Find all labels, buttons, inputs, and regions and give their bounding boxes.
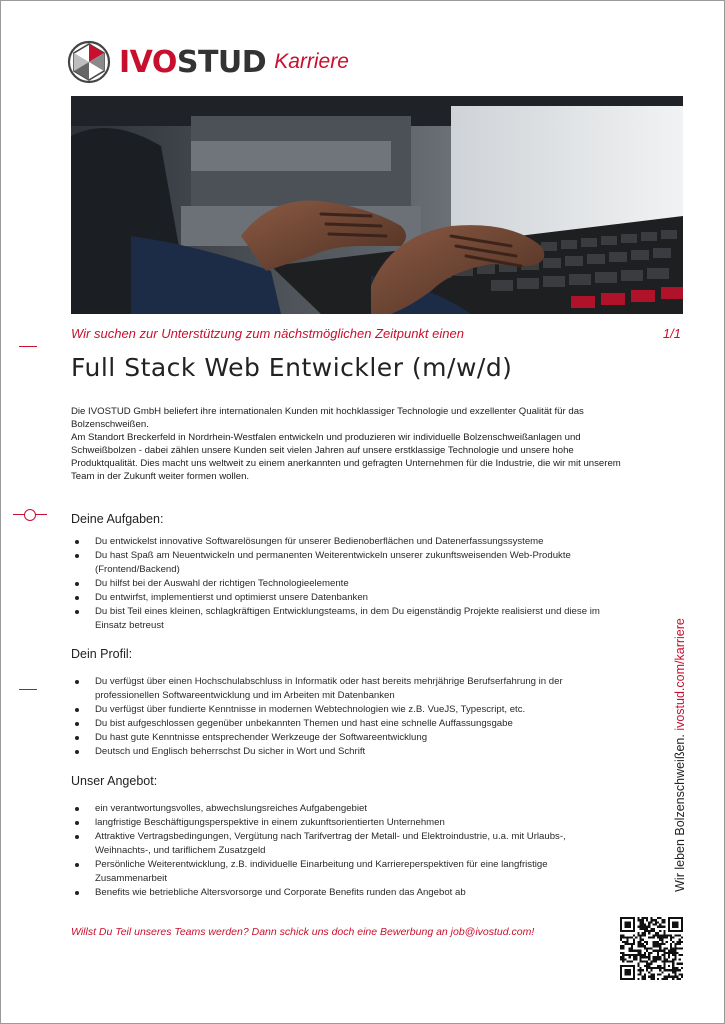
brand-name-rest: STUD [176,44,267,80]
hero-image [71,96,683,314]
fold-mark-top [19,346,37,347]
list-item: Deutsch und Englisch beherrschst Du sicher in Wort und Schrift [71,745,616,759]
ivostud-logo [67,39,349,85]
side-slogan [670,601,690,909]
job-title: Full Stack Web Entwickler (m/w/d) [71,353,513,382]
keyboard-hands-photo [71,96,683,314]
aufgaben-list [71,535,616,633]
profil-list [71,675,616,759]
list-item: Persönliche Weiterentwicklung, z.B. individuelle Einarbeitung und Karriereperspektiven für eine langfristige Zusammenarbeit [71,858,616,886]
list-item: Du bist Teil eines kleinen, schlagkräftigen Entwicklungsteams, in dem Du eigenständig Projekte realisierst und diese im Einsatz betreust [71,605,616,633]
list-item: Du bist aufgeschlossen gegenüber unbekannten Themen und hast eine schnelle Auffassungsgabe [71,717,616,731]
list-item: Du entwickelst innovative Softwarelösungen für unserer Bedienoberflächen und Datenerfassungssysteme [71,535,616,549]
list-item: Du verfügst über fundierte Kenntnisse in modernen Webtechnologien wie z.B. VueJS, Typescript, etc. [71,703,616,717]
list-item: Du entwirfst, implementierst und optimierst unsere Datenbanken [71,591,616,605]
slogan-text: Wir leben Bolzenschweißen. [673,734,687,892]
fold-mark-bottom [19,689,37,690]
call-to-action: Willst Du Teil unseres Teams werden? Dann schick uns doch eine Bewerbung an job@ivostud.com! [71,926,535,938]
list-item: Benefits wie betriebliche Altersvorsorge und Corporate Benefits runden das Angebot ab [71,886,616,900]
list-item: Du hast gute Kenntnisse entsprechender Werkzeuge der Softwareentwicklung [71,731,616,745]
section-title-angebot: Unser Angebot: [71,774,158,788]
list-item: Du hast Spaß am Neuentwickeln und permanenten Weiterentwickeln unserer zukunftsweisenden Web-Produkte (Frontend/Backend) [71,549,616,577]
list-item: Du verfügst über einen Hochschulabschluss in Informatik oder hast bereits mehrjährige Berufserfahrung in der professionellen Softwareentwicklung und im Arbeiten mit Datenbanken [71,675,616,703]
angebot-list [71,802,616,900]
ivostud-logo-icon [67,40,111,84]
section-title-profil: Dein Profil: [71,647,133,661]
brand-name-accent: IVO [119,44,177,80]
company-description [71,405,621,483]
brand-tagline: Karriere [274,50,349,73]
page-number: 1/1 [662,326,681,341]
career-url-link[interactable]: ivostud.com/karriere [673,618,687,731]
list-item: langfristige Beschäftigungsperspektive in einem zukunftsorientierten Unternehmen [71,816,616,830]
intro-line: Wir suchen zur Unterstützung zum nächstmöglichen Zeitpunkt einen [71,326,464,341]
list-item: ein verantwortungsvolles, abwechslungsreiches Aufgabengebiet [71,802,616,816]
punch-mark [13,509,47,521]
list-item: Attraktive Vertragsbedingungen, Vergütung nach Tarifvertrag der Metall- und Elektroindustrie, u.a. mit Urlaubs-, Weihnachts-, und tariflichem Zusatzgeld [71,830,616,858]
brand-name [119,45,266,80]
company-paragraph: Die IVOSTUD GmbH beliefert ihre internationalen Kunden mit hochklassiger Technologie und exzellenter Qualität für das Bolzenschweißen. [71,406,584,430]
company-paragraph: Am Standort Breckerfeld in Nordrhein-Westfalen entwickeln und produzieren wir individuelle Bolzenschweißanlagen und Schweißbolzen - dabei zählen unsere Kunden seit vielen Jahren auf unsere erstklassige Technologie und unsere hohe Produktqualität. Dies macht uns weltweit zu einem anerkannten und gefragten Unternehmen für die Industrie, die wir mit unserem Team in der Zukunft weiter formen wollen. [71,432,621,482]
list-item: Du hilfst bei der Auswahl der richtigen Technologieelemente [71,577,616,591]
qr-code-icon[interactable] [620,917,683,980]
section-title-aufgaben: Deine Aufgaben: [71,512,164,526]
